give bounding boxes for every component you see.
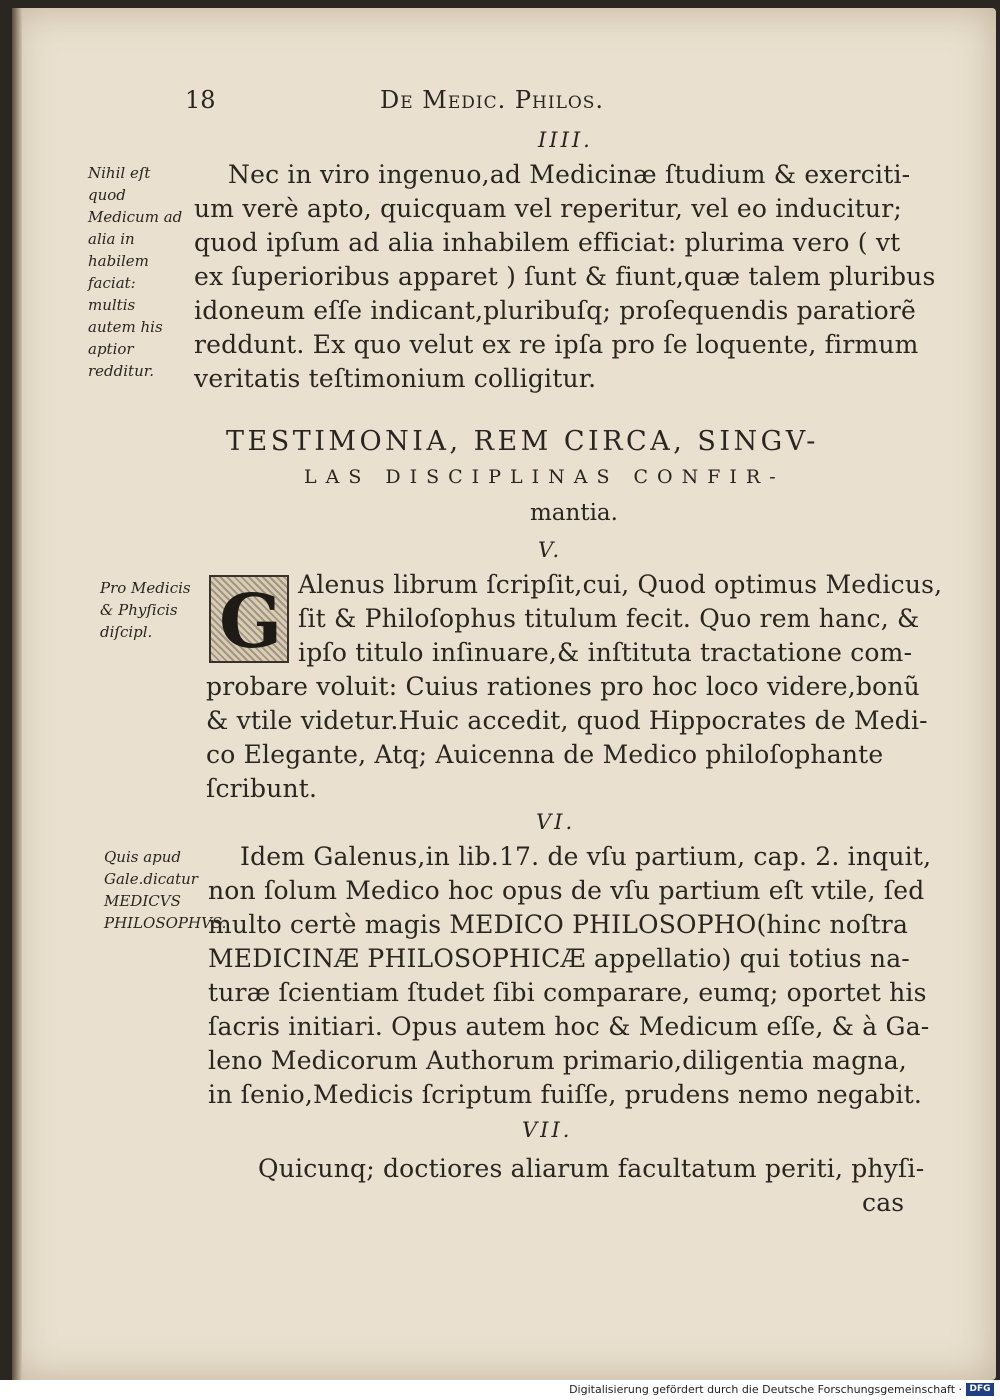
body-line: leno Medicorum Authorum primario,diligentia magna, (208, 1046, 907, 1075)
digitization-credit: Digitalisierung gefördert durch die Deutsche Forschungsgemeinschaft · (569, 1383, 962, 1396)
body-line: multo certè magis MEDICO PHILOSOPHO(hinc noſtra (208, 910, 909, 939)
section-number-5: V. (538, 538, 563, 562)
initial-letter: G (219, 579, 283, 665)
body-line: Idem Galenus,in lib.17. de vſu partium, cap. 2. inquit, (240, 842, 932, 871)
section-number-6: VI. (536, 810, 576, 834)
running-title: De Medic. Philos. (380, 86, 605, 114)
section-heading-line-2: LAS DISCIPLINAS CONFIR- (304, 466, 785, 488)
catchword: cas (862, 1188, 905, 1217)
body-line: Alenus librum ſcripſit,cui, Quod optimus Medicus, (298, 570, 943, 599)
decorated-initial (209, 575, 289, 663)
body-line: ex ſuperioribus apparet ) ſunt & fiunt,quæ talem pluribus (194, 262, 936, 291)
margin-note-4: Nihil eſt quod Medicum ad alia in habilem faciat: multis autem his aptior redditur. (88, 164, 183, 380)
body-line: reddunt. Ex quo velut ex re ipſa pro ſe loquente, firmum (194, 330, 919, 359)
page-number: 18 (185, 86, 216, 114)
section-heading-line-3: mantia. (530, 500, 618, 526)
section-number-7: VII. (522, 1118, 573, 1142)
section-heading-line-1: TESTIMONIA, REM CIRCA, SINGV- (226, 426, 819, 457)
body-line: ſit & Philoſophus titulum fecit. Quo rem hanc, & (298, 604, 920, 633)
body-line: & vtile videtur.Huic accedit, quod Hippocrates de Medi- (206, 706, 928, 735)
body-line: in ſenio,Medicis ſcriptum fuiſſe, prudens nemo negabit. (208, 1080, 923, 1109)
body-line: ſcribunt. (206, 774, 318, 803)
page-gutter-shadow (12, 8, 22, 1380)
body-line: turæ ſcientiam ſtudet ſibi comparare, eumq; oportet his (208, 978, 927, 1007)
margin-note-5: Pro Medicis & Phyſicis diſcipl. (100, 579, 191, 641)
section-number-4: IIII. (538, 128, 593, 152)
body-line: MEDICINÆ PHILOSOPHICÆ appellatio) qui totius na- (208, 944, 910, 973)
body-line: co Elegante, Atq; Auicenna de Medico philoſophante (206, 740, 884, 769)
body-line: quod ipſum ad alia inhabilem efficiat: plurima vero ( vt (194, 228, 901, 257)
body-line: Quicunq; doctiores aliarum facultatum periti, phyſi- (258, 1154, 925, 1183)
body-line: probare voluit: Cuius rationes pro hoc loco videre,bonũ (206, 672, 920, 701)
body-line: Nec in viro ingenuo,ad Medicinæ ſtudium & exerciti- (228, 160, 911, 189)
margin-note-6: Quis apud Gale.dicatur MEDICVS PHILOSOPHVS. (104, 848, 227, 932)
body-line: ipſo titulo inſinuare,& inſtituta tractatione com- (298, 638, 913, 667)
body-line: um verè apto, quicquam vel reperitur, vel eo inducitur; (194, 194, 902, 223)
dfg-logo: DFG (966, 1383, 994, 1396)
body-line: veritatis teſtimonium colligitur. (194, 364, 597, 393)
body-line: non ſolum Medico hoc opus de vſu partium eſt vtile, ſed (208, 876, 925, 905)
body-line: ſacris initiari. Opus autem hoc & Medicum eſſe, & à Ga- (208, 1012, 930, 1041)
body-line: idoneum eſſe indicant,pluribuſq; proſequendis paratiorẽ (194, 296, 917, 325)
